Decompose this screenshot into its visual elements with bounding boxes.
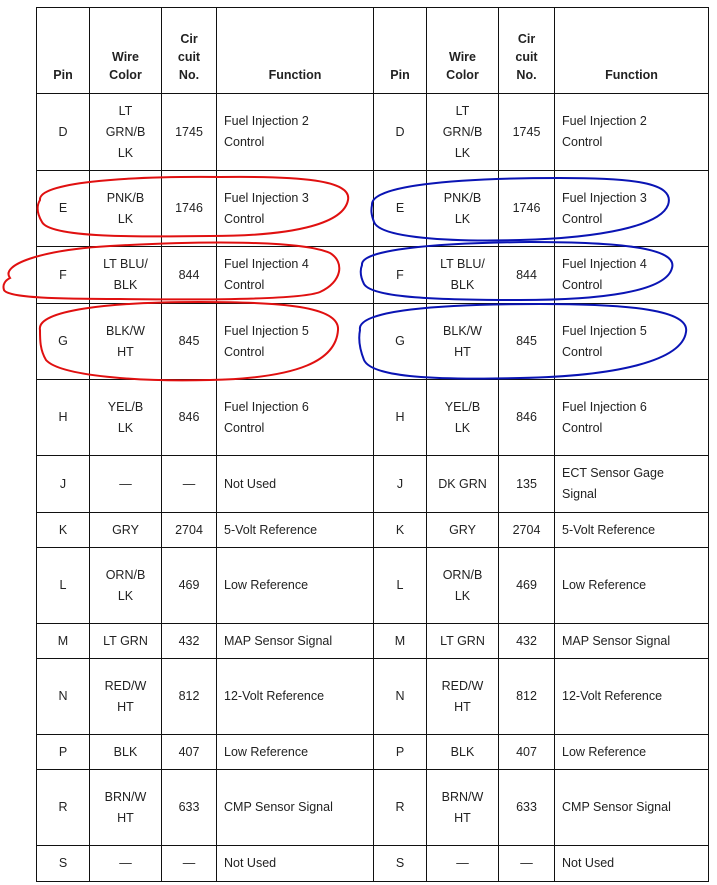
wire-color-cell-line: LT BLU/ [440,257,485,271]
function-cell-line: Fuel Injection 2 [562,114,647,128]
function-cell-line: Not Used [562,856,615,870]
wire-color-cell-line: LT GRN [103,633,148,648]
function-cell-left [217,548,374,624]
circuit-cell-right: 2704 [499,513,555,548]
wire-color-cell-line: ORN/B [105,567,146,582]
wire-color-cell-right [427,247,499,304]
pin-cell-left: L [37,548,90,624]
function-cell-left [217,304,374,380]
wire-color-cell-left [90,548,162,624]
function-cell-right [555,247,709,304]
wire-color-cell-line: — [119,476,132,491]
function-cell-right [555,171,709,247]
circuit-cell-left: 1745 [162,94,217,171]
circuit-cell-right: 469 [499,548,555,624]
circuit-cell-right: 432 [499,624,555,659]
pin-cell-right: N [374,659,427,735]
pin-cell-left: K [37,513,90,548]
wire-color-cell-right [427,770,499,846]
wire-color-cell-line: LK [117,588,134,603]
wire-color-cell-line: LK [117,211,134,226]
pin-cell-left: H [37,380,90,456]
header-function-left: Function [217,8,374,94]
pin-cell-right: G [374,304,427,380]
table-row [37,247,709,304]
circuit-cell-right: 1745 [499,94,555,171]
function-cell-right [555,735,709,770]
function-cell-line: Control [562,420,603,435]
wire-color-cell-left [90,770,162,846]
function-cell-line: 5-Volt Reference [562,522,656,537]
wire-color-cell-line: LK [454,420,471,435]
wire-color-cell-right [427,171,499,247]
wire-color-cell-line: GRN/B [105,124,146,139]
function-cell-left [217,94,374,171]
circuit-cell-right: 407 [499,735,555,770]
table-row [37,624,709,659]
pin-cell-left: G [37,304,90,380]
function-cell-right [555,659,709,735]
circuit-cell-left: 846 [162,380,217,456]
pin-cell-left: S [37,846,90,882]
table-row [37,94,709,171]
wire-color-cell-right [427,513,499,548]
pin-cell-left: J [37,456,90,513]
wire-color-cell-right [427,380,499,456]
function-cell-left [217,624,374,659]
wire-color-cell-line: HT [117,344,134,359]
wire-color-cell-left [90,171,162,247]
wire-color-cell-line: PNK/B [443,190,482,205]
wire-color-cell-line: YEL/B [107,399,144,414]
wire-color-cell-line: BRN/W [441,789,484,804]
function-cell-right [555,380,709,456]
circuit-cell-left: 469 [162,548,217,624]
wire-color-cell-line: ORN/B [442,567,483,582]
wire-color-cell-right [427,735,499,770]
function-cell-line: Control [224,211,265,226]
wire-color-cell-line: LK [454,211,471,226]
function-cell-line: Fuel Injection 4 [224,257,309,271]
circuit-cell-right: 1746 [499,171,555,247]
wire-color-cell-line: LT [118,103,133,118]
function-cell-line: Fuel Injection 5 [562,323,647,338]
wire-color-cell-line: LT BLU/ [103,257,148,271]
function-cell-line: Control [224,278,265,292]
wire-color-cell-line: HT [454,810,471,825]
wire-color-cell-line: LK [454,588,471,603]
function-cell-left [217,247,374,304]
connector-pinout-table-wrapper [36,7,708,882]
function-cell-line: Control [224,135,265,149]
pin-cell-right: F [374,247,427,304]
header-pin-left: Pin [37,8,90,94]
function-cell-line: Low Reference [224,578,309,592]
wire-color-cell-line: LT GRN [440,633,485,648]
function-cell-line: Control [224,420,265,435]
wire-color-cell-left [90,659,162,735]
wire-color-cell-right [427,304,499,380]
header-wire-color-right: Wire Color [427,8,499,94]
wire-color-cell-left [90,247,162,304]
wire-color-cell-right [427,94,499,171]
function-cell-line: Control [562,211,603,226]
pin-cell-right: H [374,380,427,456]
function-cell-line: Not Used [224,856,277,870]
function-cell-line: ECT Sensor Gage [562,466,664,480]
function-cell-line: Control [224,344,265,359]
wire-color-cell-line: BLK [450,278,475,292]
circuit-cell-left: 845 [162,304,217,380]
function-cell-left [217,513,374,548]
wire-color-cell-left [90,513,162,548]
wire-color-cell-line: GRY [449,522,476,537]
header-circuit-right: Cir cuit No. [499,8,555,94]
function-cell-line: MAP Sensor Signal [562,633,671,648]
function-cell-line: CMP Sensor Signal [224,800,333,814]
wire-color-cell-left [90,94,162,171]
pin-cell-right: R [374,770,427,846]
circuit-cell-right: 844 [499,247,555,304]
pin-cell-left: N [37,659,90,735]
header-row [37,8,709,94]
wire-color-cell-line: GRY [112,522,139,537]
wire-color-cell-line: LK [454,145,471,160]
function-cell-line: 5-Volt Reference [224,522,318,537]
function-cell-left [217,380,374,456]
pin-cell-left: F [37,247,90,304]
circuit-cell-left: 844 [162,247,217,304]
pin-cell-right: M [374,624,427,659]
function-cell-right [555,624,709,659]
function-cell-line: Fuel Injection 2 [224,114,309,128]
function-cell-line: Low Reference [562,744,647,759]
pin-cell-right: D [374,94,427,171]
function-cell-left [217,171,374,247]
pin-cell-left: P [37,735,90,770]
wire-color-cell-line: LK [117,420,134,435]
wire-color-cell-line: RED/W [441,678,484,693]
function-cell-line: Not Used [224,476,277,491]
function-cell-right [555,846,709,882]
function-cell-line: 12-Volt Reference [562,689,663,703]
circuit-cell-left: 2704 [162,513,217,548]
function-cell-left [217,846,374,882]
wire-color-cell-line: GRN/B [442,124,483,139]
wire-color-cell-left [90,624,162,659]
wire-color-cell-line: BLK [113,278,138,292]
circuit-cell-left: 432 [162,624,217,659]
wire-color-cell-left [90,735,162,770]
pin-cell-right: E [374,171,427,247]
pin-cell-right: K [374,513,427,548]
wire-color-cell-line: HT [454,344,471,359]
function-cell-right [555,304,709,380]
function-cell-line: Control [562,135,603,149]
circuit-cell-right: 135 [499,456,555,513]
table-row [37,770,709,846]
wire-color-cell-line: LT [455,103,470,118]
table-row [37,171,709,247]
table-row [37,456,709,513]
wire-color-cell-line: LK [117,145,134,160]
wire-color-cell-line: HT [117,810,134,825]
pin-cell-left: M [37,624,90,659]
wire-color-cell-line: HT [117,699,134,714]
wire-color-cell-left [90,846,162,882]
circuit-cell-left: — [162,456,217,513]
table-row [37,304,709,380]
wire-color-cell-left [90,380,162,456]
function-cell-line: Fuel Injection 6 [224,399,309,414]
circuit-cell-left: 633 [162,770,217,846]
pin-cell-right: S [374,846,427,882]
function-cell-line: Signal [562,487,597,501]
circuit-cell-left: 812 [162,659,217,735]
header-pin-right: Pin [374,8,427,94]
pin-cell-left: D [37,94,90,171]
function-cell-line: MAP Sensor Signal [224,633,333,648]
function-cell-line: Low Reference [562,578,647,592]
pin-cell-left: E [37,171,90,247]
wire-color-cell-line: BLK [450,744,475,759]
function-cell-left [217,659,374,735]
pin-cell-right: L [374,548,427,624]
wire-color-cell-line: BLK/W [443,323,482,338]
table-row [37,735,709,770]
circuit-cell-right: 846 [499,380,555,456]
wire-color-cell-line: RED/W [104,678,147,693]
pinout-rows [37,94,709,882]
function-cell-right [555,456,709,513]
function-cell-line: Fuel Injection 3 [224,190,309,205]
header-function-right: Function [555,8,709,94]
function-cell-line: Fuel Injection 3 [562,190,647,205]
wire-color-cell-right [427,659,499,735]
function-cell-right [555,513,709,548]
circuit-cell-right: 812 [499,659,555,735]
header-circuit-left: Cir cuit No. [162,8,217,94]
pin-cell-right: P [374,735,427,770]
function-cell-line: Low Reference [224,744,309,759]
wire-color-cell-line: PNK/B [106,190,145,205]
wire-color-cell-right [427,624,499,659]
wire-color-cell-line: BLK/W [106,323,145,338]
circuit-cell-right: — [499,846,555,882]
function-cell-line: Control [562,344,603,359]
header-wire-color-left: Wire Color [90,8,162,94]
wire-color-cell-line: DK GRN [438,476,487,491]
circuit-cell-left: 407 [162,735,217,770]
wire-color-cell-line: BLK [113,744,138,759]
function-cell-line: CMP Sensor Signal [562,800,671,814]
circuit-cell-left: — [162,846,217,882]
wire-color-cell-right [427,456,499,513]
table-row [37,548,709,624]
circuit-cell-right: 845 [499,304,555,380]
table-row [37,513,709,548]
wire-color-cell-left [90,304,162,380]
wire-color-cell-line: — [456,856,469,870]
function-cell-right [555,548,709,624]
table-row [37,846,709,882]
wire-color-cell-right [427,846,499,882]
function-cell-left [217,735,374,770]
function-cell-line: Fuel Injection 4 [562,257,647,271]
function-cell-left [217,770,374,846]
function-cell-line: Fuel Injection 5 [224,323,309,338]
function-cell-line: Control [562,278,603,292]
wire-color-cell-line: — [119,856,132,870]
pin-cell-right: J [374,456,427,513]
wire-color-cell-line: BRN/W [104,789,147,804]
function-cell-right [555,770,709,846]
function-cell-right [555,94,709,171]
table-row [37,380,709,456]
circuit-cell-right: 633 [499,770,555,846]
function-cell-left [217,456,374,513]
wire-color-cell-left [90,456,162,513]
connector-pinout-table [36,7,709,882]
wire-color-cell-line: YEL/B [444,399,481,414]
function-cell-line: 12-Volt Reference [224,689,325,703]
function-cell-line: Fuel Injection 6 [562,399,647,414]
table-row [37,659,709,735]
pin-cell-left: R [37,770,90,846]
wire-color-cell-line: HT [454,699,471,714]
circuit-cell-left: 1746 [162,171,217,247]
wire-color-cell-right [427,548,499,624]
